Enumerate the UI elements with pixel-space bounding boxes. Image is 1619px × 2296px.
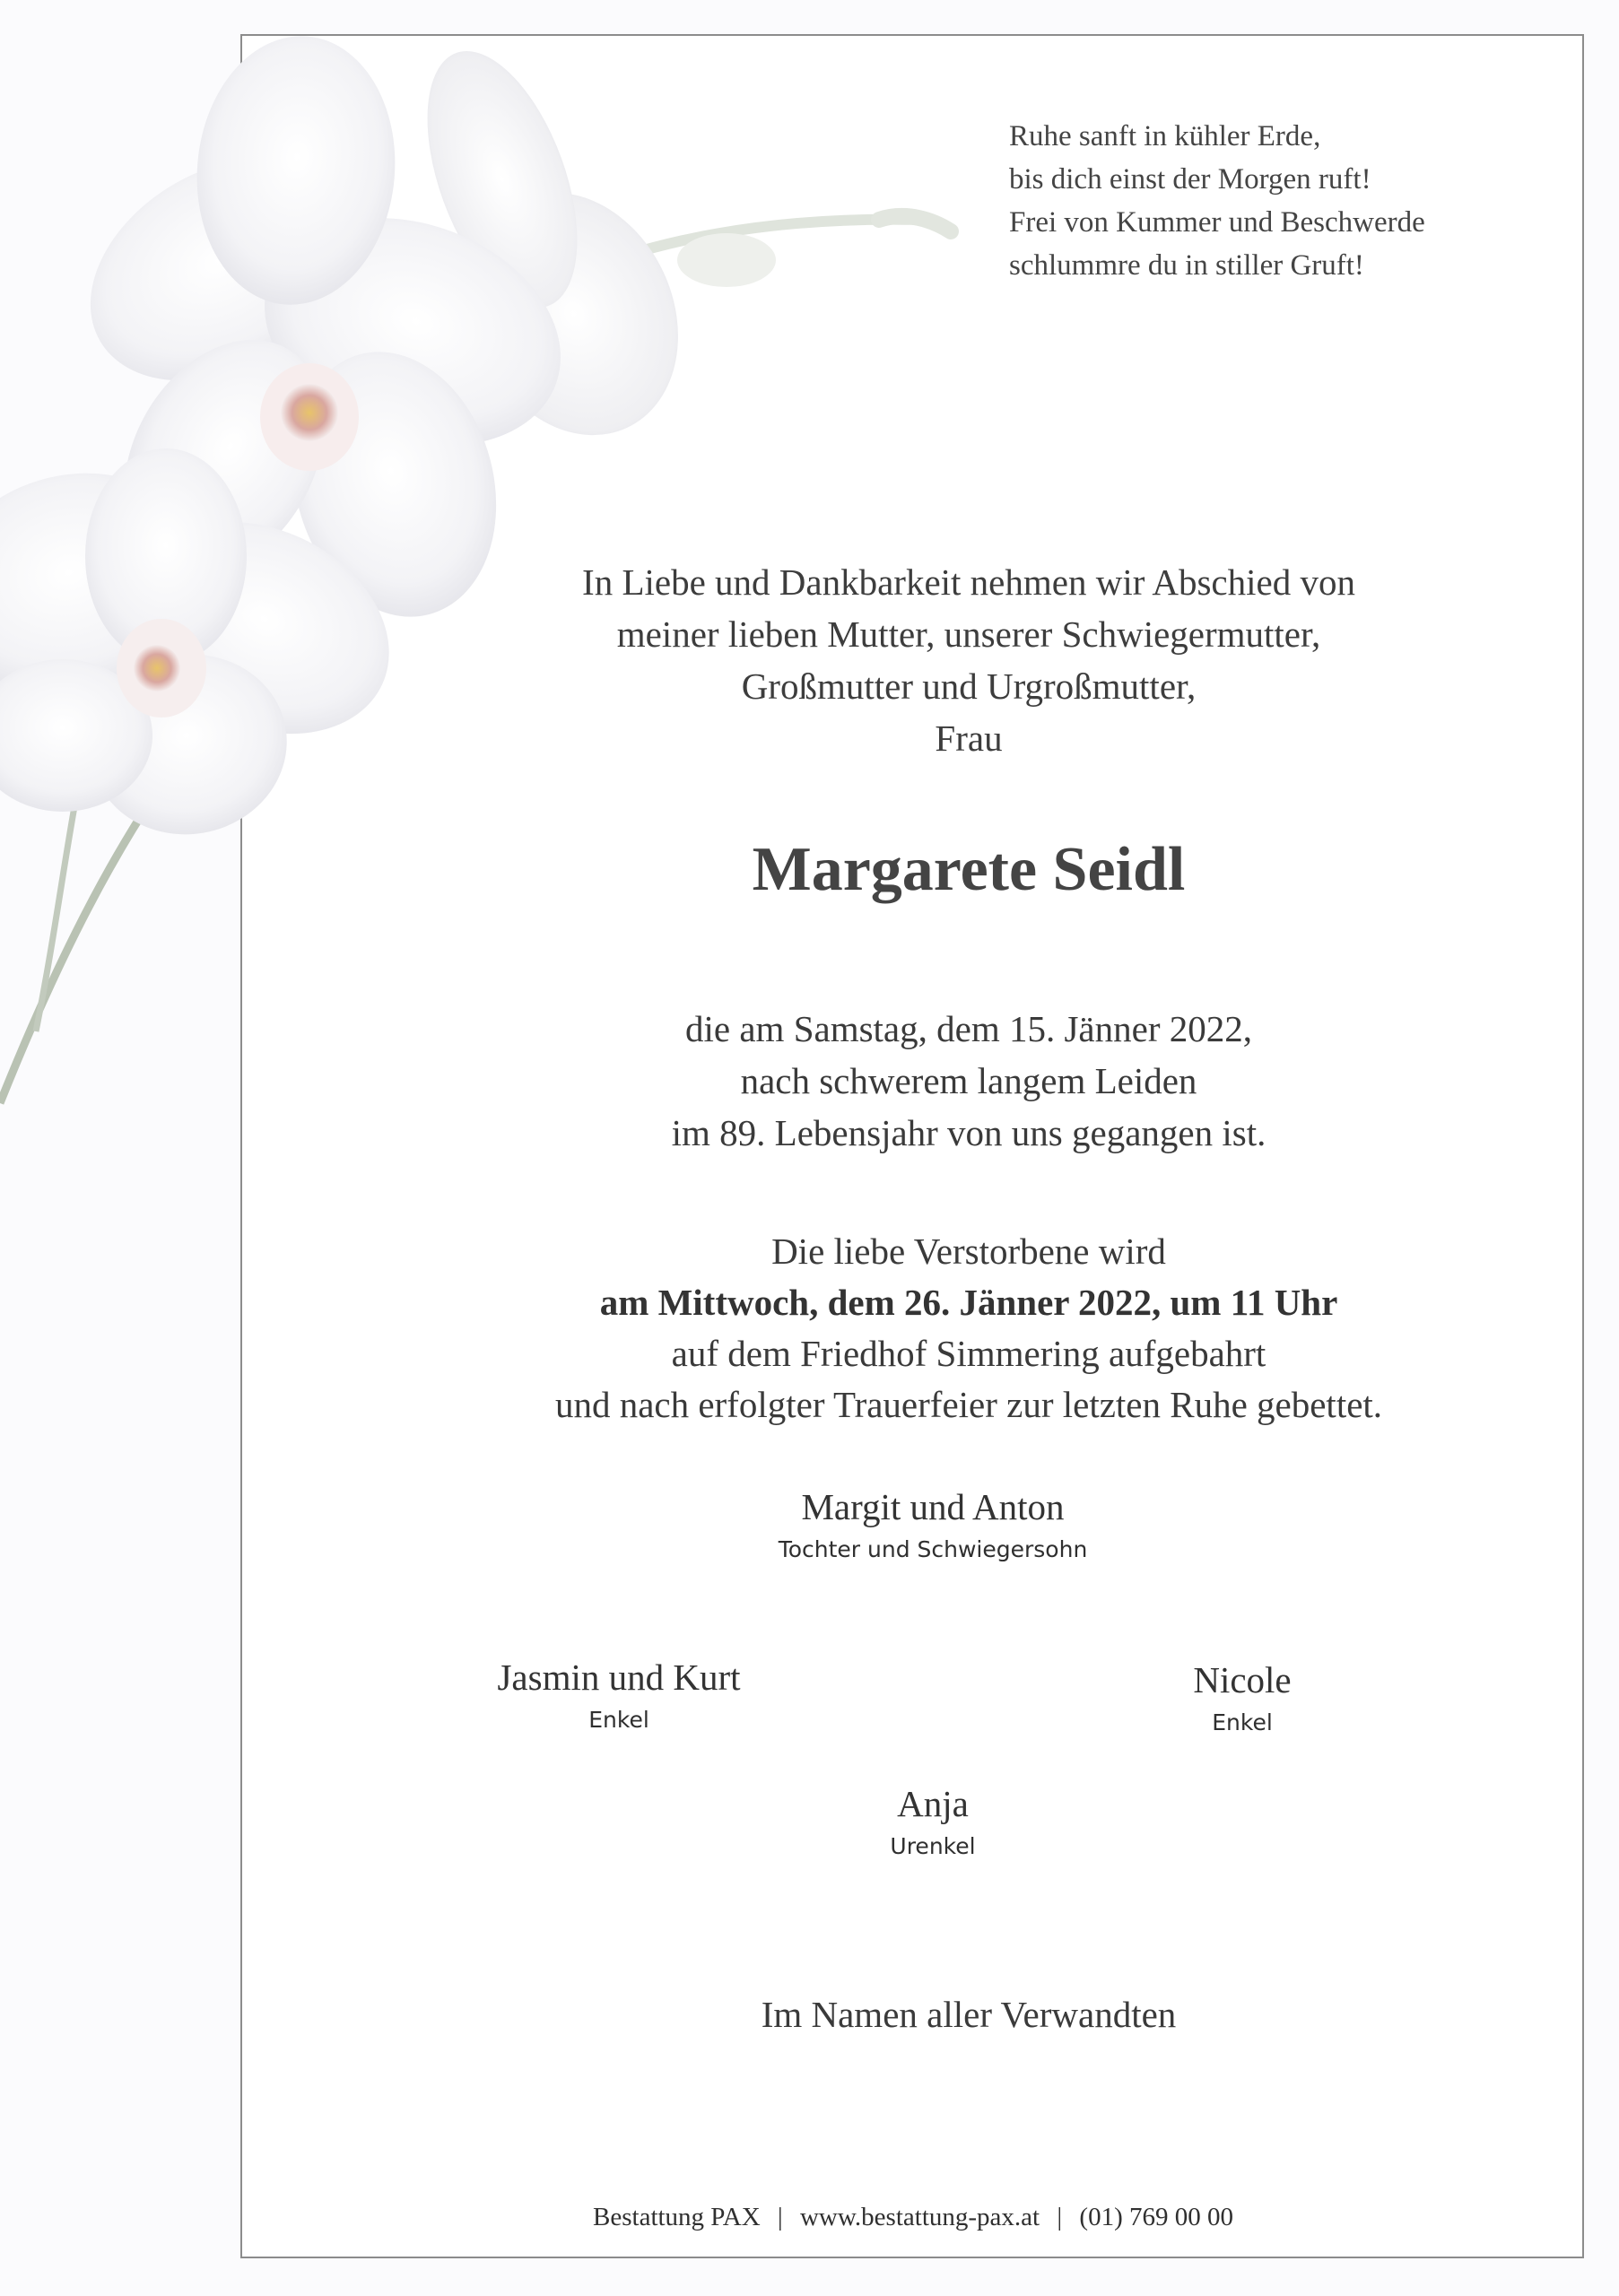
footer-company: Bestattung PAX: [593, 2203, 761, 2231]
footer-phone: (01) 769 00 00: [1079, 2203, 1233, 2231]
intro-line: Frau: [935, 718, 1003, 759]
ceremony-date: am Mittwoch, dem 26. Jänner 2022, um 11 Uhr: [599, 1282, 1338, 1323]
mourner-name: Nicole: [1193, 1659, 1292, 1700]
poem-line: bis dich einst der Morgen ruft!: [1009, 163, 1371, 196]
mourner-name: Margit und Anton: [801, 1486, 1065, 1527]
death-notice-line: im 89. Lebensjahr von uns gegangen ist.: [671, 1112, 1266, 1153]
death-notice-line: nach schwerem langem Leiden: [740, 1060, 1197, 1101]
mourner-nicole: [1063, 1657, 1422, 1739]
mourner-name: Jasmin und Kurt: [497, 1657, 741, 1698]
intro-line: In Liebe und Dankbarkeit nehmen wir Abschied von: [582, 561, 1355, 603]
mourner-name: Anja: [897, 1783, 969, 1824]
poem-line: schlummre du in stiller Gruft!: [1009, 249, 1364, 282]
intro-line: meiner lieben Mutter, unserer Schwiegermutter,: [616, 613, 1321, 655]
footer: [240, 2199, 1586, 2235]
death-notice: [431, 1003, 1507, 1159]
mourner-role: Enkel: [588, 1707, 649, 1733]
mourner-jasmin-kurt: [413, 1654, 825, 1736]
deceased-name: Margarete Seidl: [752, 835, 1186, 904]
closing-text: Im Namen aller Verwandten: [761, 1994, 1177, 2035]
ceremony-line: Die liebe Verstorbene wird: [771, 1231, 1166, 1272]
mourner-anja: [744, 1780, 1121, 1863]
poem-line: Frei von Kummer und Beschwerde: [1009, 206, 1425, 239]
ceremony-info: [431, 1226, 1507, 1431]
footer-separator: |: [1057, 2203, 1063, 2231]
footer-separator: |: [777, 2203, 783, 2231]
poem-line: Ruhe sanft in kühler Erde,: [1009, 120, 1321, 152]
mourner-role: Urenkel: [890, 1833, 976, 1859]
intro-line: Großmutter und Urgroßmutter,: [741, 665, 1197, 707]
intro-text: [431, 556, 1507, 764]
mourner-role: Enkel: [1212, 1709, 1273, 1735]
ceremony-line: und nach erfolgter Trauerfeier zur letzten Ruhe gebettet.: [554, 1384, 1383, 1425]
mourner-role: Tochter und Schwiegersohn: [778, 1536, 1088, 1562]
footer-website-link[interactable]: www.bestattung-pax.at: [799, 2203, 1040, 2231]
mourner-margit-anton: [700, 1483, 1166, 1566]
ceremony-line: auf dem Friedhof Simmering aufgebahrt: [671, 1333, 1266, 1374]
poem: [1009, 115, 1511, 287]
death-notice-line: die am Samstag, dem 15. Jänner 2022,: [685, 1008, 1252, 1049]
